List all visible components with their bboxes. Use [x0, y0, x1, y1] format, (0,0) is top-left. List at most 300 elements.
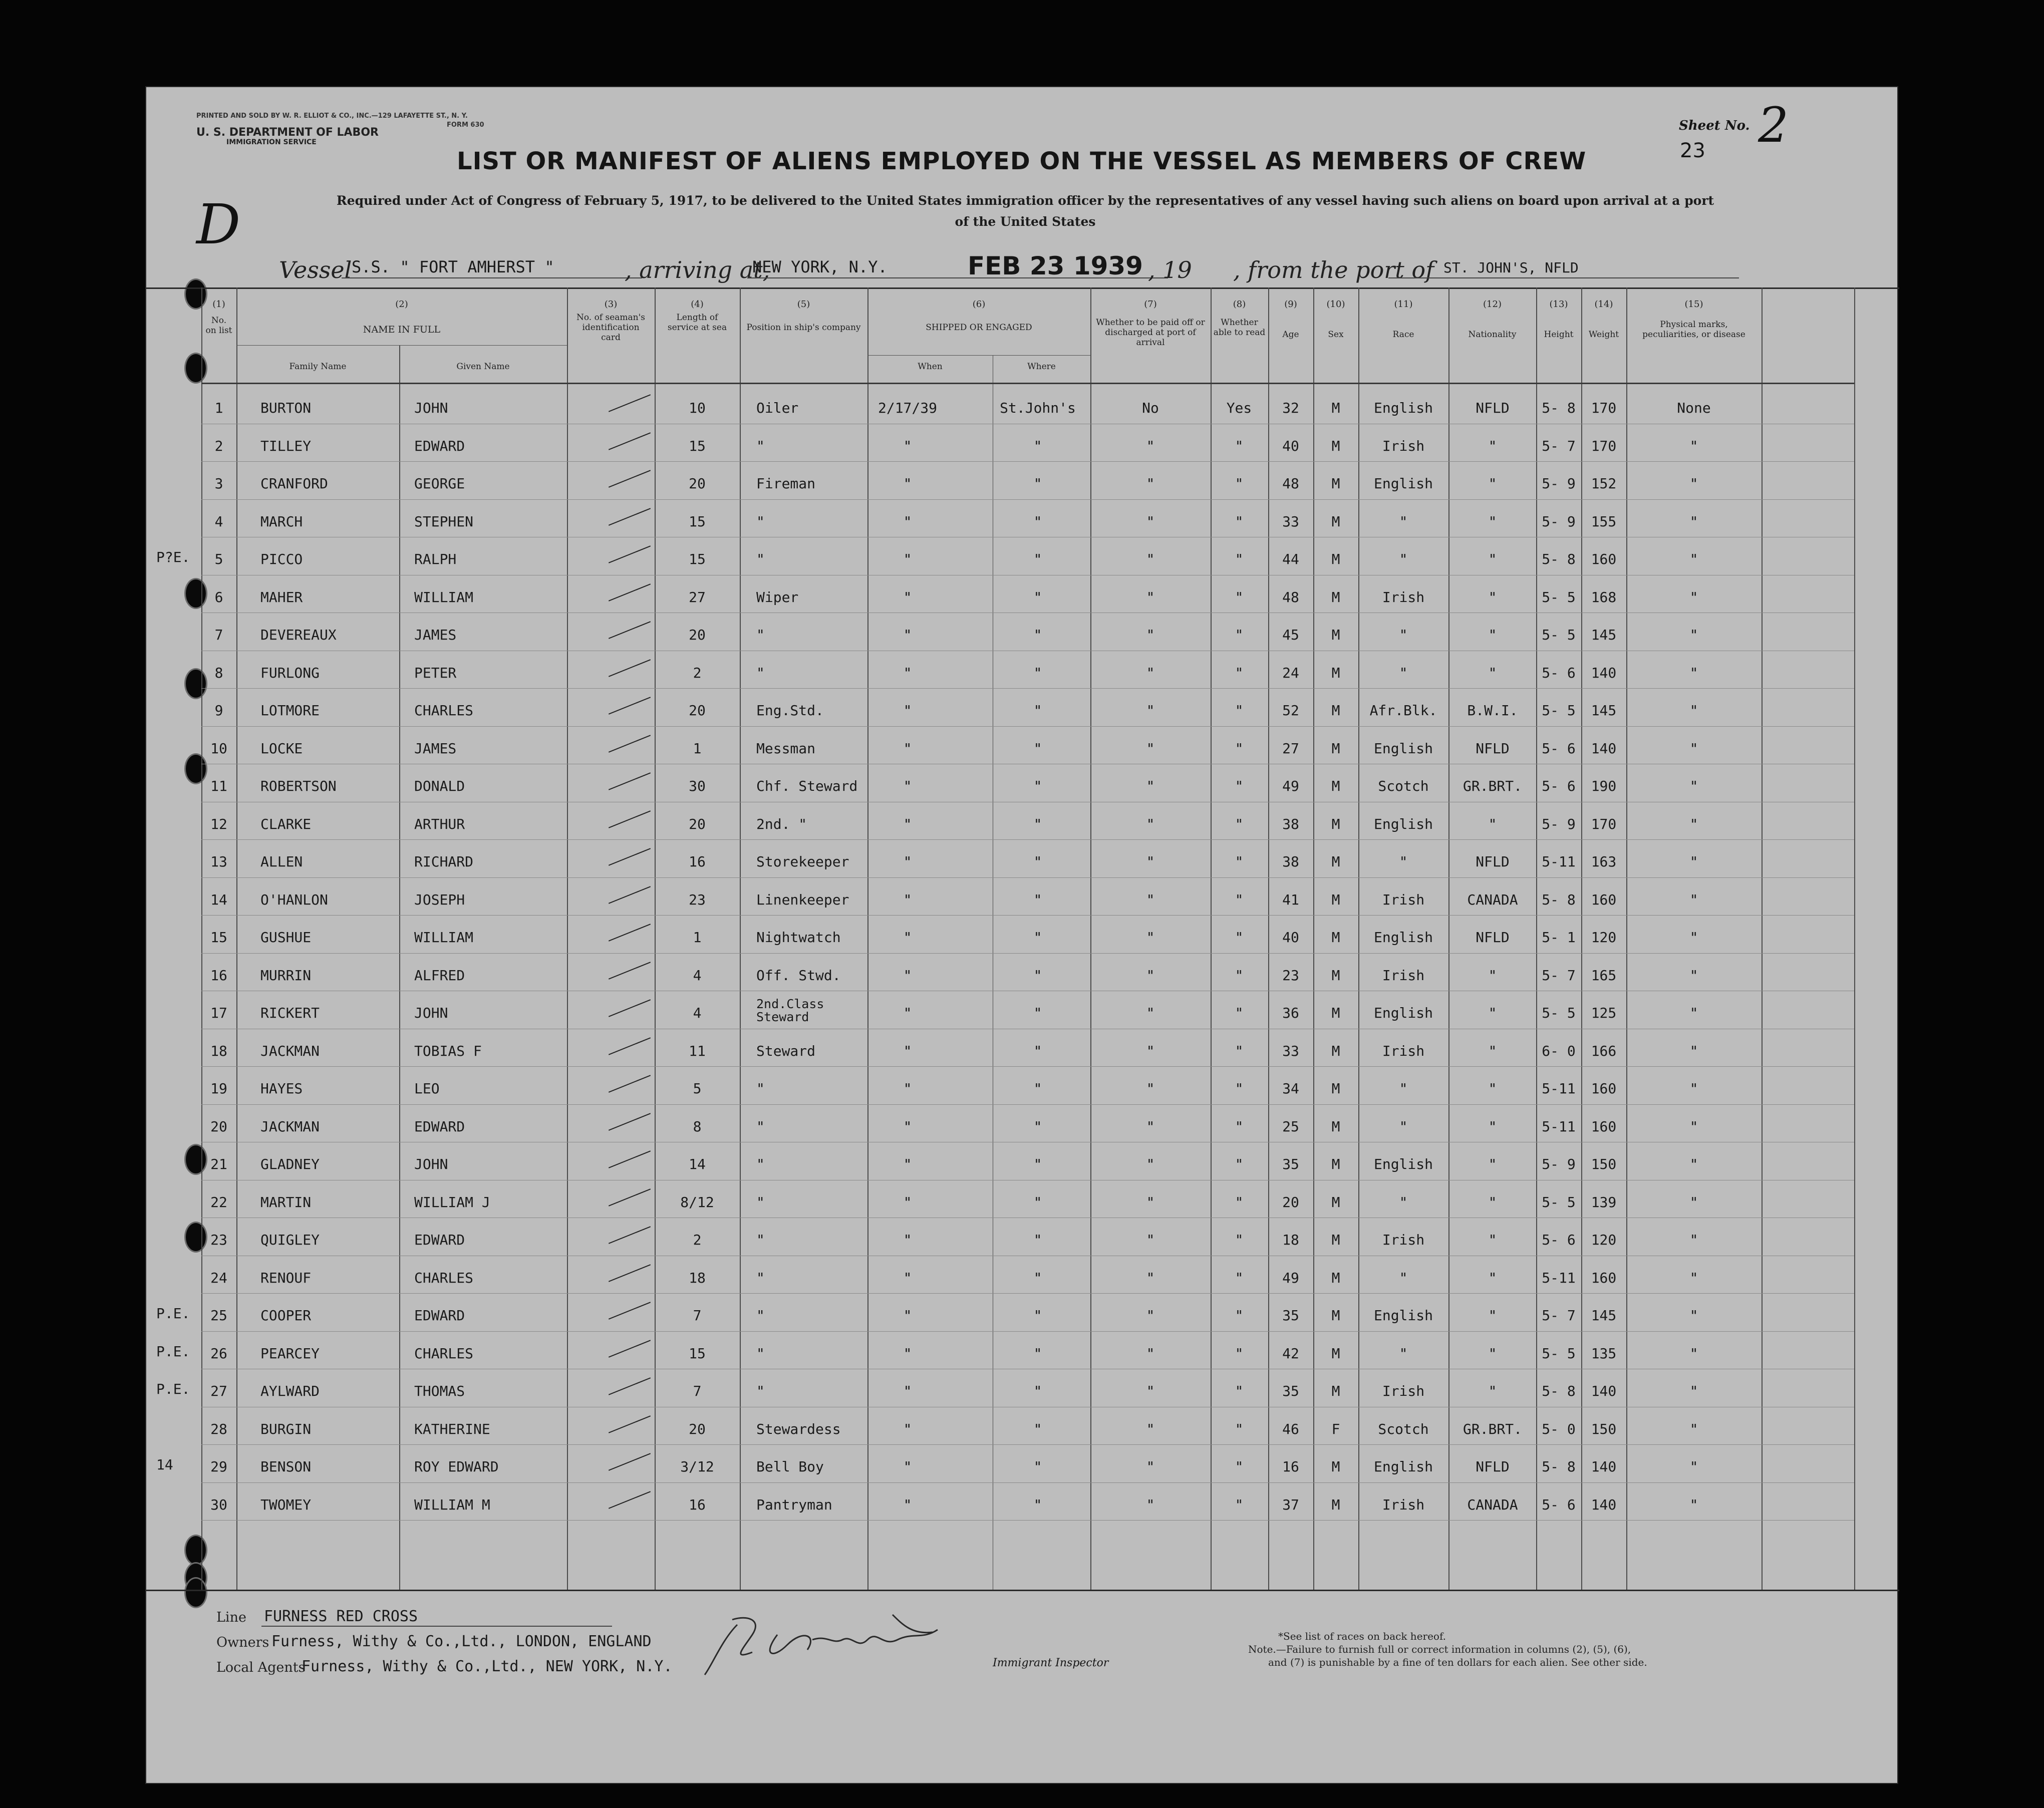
nationality: ": [1488, 437, 1497, 454]
shipped-when: ": [903, 778, 912, 794]
nationality: ": [1488, 1005, 1497, 1021]
race: ": [1399, 664, 1408, 681]
family-name: MARTIN: [260, 1193, 312, 1211]
able-to-read: ": [1235, 815, 1244, 832]
table-row: [146, 1371, 1899, 1409]
shipped-when: ": [903, 853, 912, 870]
weight: 135: [1591, 1345, 1617, 1362]
check-tick: [609, 1264, 651, 1282]
shipped-when: ": [903, 1042, 912, 1059]
position: Eng.Std.: [756, 702, 824, 719]
check-tick: [609, 1453, 651, 1471]
given-name: EDWARD: [414, 437, 465, 454]
family-name: RICKERT: [260, 1005, 320, 1021]
position: ": [756, 551, 765, 567]
check-tick: [609, 848, 651, 866]
manifest-sheet: [145, 86, 1898, 1784]
check-tick: [609, 470, 651, 488]
arriving-label: , arriving at,: [625, 256, 770, 283]
height: 5- 7: [1542, 967, 1576, 984]
service-length: 3/12: [680, 1458, 714, 1475]
table-row: [146, 1031, 1899, 1069]
row-number: 3: [214, 475, 223, 492]
line-value: FURNESS RED CROSS: [264, 1608, 418, 1625]
shipped-where: ": [1033, 1193, 1042, 1211]
weight: 155: [1591, 513, 1617, 530]
paid-off: ": [1146, 1383, 1155, 1399]
sex: M: [1331, 1042, 1340, 1059]
family-name: DEVEREAUX: [260, 627, 337, 643]
paid-off: ": [1146, 1269, 1155, 1286]
shipped-where: ": [1033, 1496, 1042, 1513]
race: ": [1399, 1080, 1408, 1097]
service-length: 23: [689, 891, 706, 908]
given-name: JAMES: [414, 627, 457, 643]
race: Scotch: [1378, 1420, 1429, 1437]
able-to-read: ": [1235, 1345, 1244, 1362]
table-row: [146, 917, 1899, 955]
col-8-header: Whether able to read: [1213, 318, 1266, 338]
shipped-when: ": [903, 1193, 912, 1211]
sex: M: [1331, 1496, 1340, 1513]
row-number: 4: [214, 513, 223, 530]
physical-marks: ": [1689, 1005, 1698, 1021]
height: 5- 1: [1542, 929, 1576, 946]
service-length: 11: [689, 1042, 706, 1059]
height: 5- 5: [1542, 1193, 1576, 1211]
able-to-read: ": [1235, 1118, 1244, 1135]
weight: 170: [1591, 400, 1617, 416]
nationality: NFLD: [1476, 400, 1510, 416]
weight: 165: [1591, 967, 1617, 984]
position: ": [756, 1345, 765, 1362]
row-number: 5: [214, 551, 223, 567]
age: 48: [1282, 475, 1299, 492]
shipped-when: ": [903, 891, 912, 908]
margin-mark: P?E.: [156, 549, 190, 565]
nationality: B.W.I.: [1467, 702, 1518, 719]
table-row: [146, 1068, 1899, 1106]
row-number: 24: [210, 1269, 227, 1286]
col-6-number: (6): [972, 299, 986, 310]
able-to-read: ": [1235, 1156, 1244, 1172]
height: 5- 6: [1542, 1232, 1576, 1248]
shipped-where: ": [1033, 627, 1042, 643]
paid-off: ": [1146, 1193, 1155, 1211]
physical-marks: ": [1689, 1118, 1698, 1135]
paid-off: ": [1146, 1042, 1155, 1059]
shipped-where: ": [1033, 929, 1042, 946]
weight: 140: [1591, 664, 1617, 681]
able-to-read: ": [1235, 853, 1244, 870]
nationality: GR.BRT.: [1463, 1420, 1522, 1437]
row-number: 17: [210, 1005, 227, 1021]
race: English: [1373, 1307, 1433, 1324]
row-number: 11: [210, 778, 227, 794]
weight: 150: [1591, 1420, 1617, 1437]
family-name: HAYES: [260, 1080, 303, 1097]
printer-imprint: PRINTED AND SOLD BY W. R. ELLIOT & CO., INC.—129 LAFAYETTE ST., N. Y.: [196, 112, 468, 120]
row-number: 6: [214, 588, 223, 606]
family-name: MURRIN: [260, 967, 312, 984]
physical-marks: ": [1689, 1269, 1698, 1286]
sex: M: [1331, 588, 1340, 606]
paid-off: ": [1146, 929, 1155, 946]
physical-marks: ": [1689, 664, 1698, 681]
row-number: 21: [210, 1156, 227, 1172]
service-length: 2: [693, 1232, 702, 1248]
shipped-where: ": [1033, 475, 1042, 492]
family-name: CLARKE: [260, 815, 312, 832]
height: 5- 5: [1542, 627, 1576, 643]
race: ": [1399, 627, 1408, 643]
race: ": [1399, 551, 1408, 567]
age: 40: [1282, 929, 1299, 946]
service-length: 7: [693, 1383, 702, 1399]
family-name: ROBERTSON: [260, 778, 337, 794]
row-number: 22: [210, 1193, 227, 1211]
paid-off: ": [1146, 588, 1155, 606]
table-row: [146, 1144, 1899, 1182]
given-name: GEORGE: [414, 475, 465, 492]
shipped-where: ": [1033, 740, 1042, 757]
table-row: [146, 1258, 1899, 1296]
sex: M: [1331, 778, 1340, 794]
given-name: DONALD: [414, 778, 465, 794]
race: Irish: [1382, 1232, 1425, 1248]
height: 5- 6: [1542, 664, 1576, 681]
sex: M: [1331, 664, 1340, 681]
row-number: 18: [210, 1042, 227, 1059]
given-name: ROY EDWARD: [414, 1458, 499, 1475]
given-name: PETER: [414, 664, 457, 681]
sex: M: [1331, 1005, 1340, 1021]
able-to-read: ": [1235, 778, 1244, 794]
age: 16: [1282, 1458, 1299, 1475]
race: Irish: [1382, 891, 1425, 908]
col-6a-header: When: [918, 362, 943, 372]
race: English: [1373, 400, 1433, 416]
race: English: [1373, 740, 1433, 757]
col-10-number: (10): [1326, 299, 1345, 310]
physical-marks: ": [1689, 1193, 1698, 1211]
sex: M: [1331, 1458, 1340, 1475]
subtitle-line-2: of the United States: [955, 214, 1096, 229]
height: 5-11: [1542, 853, 1576, 870]
age: 18: [1282, 1232, 1299, 1248]
able-to-read: ": [1235, 664, 1244, 681]
weight: 160: [1591, 1269, 1617, 1286]
family-name: O'HANLON: [260, 891, 328, 908]
form-number: FORM 630: [447, 121, 484, 129]
nationality: ": [1488, 1156, 1497, 1172]
check-tick: [609, 621, 651, 639]
position: ": [756, 627, 765, 643]
family-name: FURLONG: [260, 664, 320, 681]
weight: 170: [1591, 815, 1617, 832]
shipped-when: ": [903, 740, 912, 757]
row-number: 26: [210, 1345, 227, 1362]
nationality: NFLD: [1476, 1458, 1510, 1475]
nationality: ": [1488, 1383, 1497, 1399]
race: Irish: [1382, 437, 1425, 454]
subtitle-line-1: Required under Act of Congress of February 5, 1917, to be delivered to the United States immigration officer by the representatives of any vessel having such aliens on board upon arrival at a port: [336, 193, 1714, 208]
shipped-where: ": [1033, 891, 1042, 908]
physical-marks: ": [1689, 475, 1698, 492]
nationality: NFLD: [1476, 740, 1510, 757]
paid-off: ": [1146, 1345, 1155, 1362]
position: ": [756, 1118, 765, 1135]
shipped-when: ": [903, 967, 912, 984]
table-row: [146, 388, 1899, 426]
shipped-when: ": [903, 702, 912, 719]
weight: 120: [1591, 1232, 1617, 1248]
shipped-when: ": [903, 1383, 912, 1399]
check-tick: [609, 1188, 651, 1207]
service-length: 20: [689, 475, 706, 492]
family-name: BURTON: [260, 400, 312, 416]
age: 41: [1282, 891, 1299, 908]
col-15-number: (15): [1684, 299, 1703, 310]
row-number: 2: [214, 437, 223, 454]
height: 5-11: [1542, 1118, 1576, 1135]
given-name: EDWARD: [414, 1232, 465, 1248]
position: ": [756, 1193, 765, 1211]
table-row: [146, 728, 1899, 766]
age: 23: [1282, 967, 1299, 984]
sex: M: [1331, 891, 1340, 908]
sex: M: [1331, 1345, 1340, 1362]
shipped-where: ": [1033, 588, 1042, 606]
row-number: 16: [210, 967, 227, 984]
position: Wiper: [756, 588, 799, 606]
physical-marks: ": [1689, 1496, 1698, 1513]
physical-marks: ": [1689, 1156, 1698, 1172]
nationality: ": [1488, 627, 1497, 643]
paid-off: ": [1146, 967, 1155, 984]
able-to-read: ": [1235, 437, 1244, 454]
col-13-header: Height: [1544, 330, 1574, 340]
paid-off: ": [1146, 551, 1155, 567]
age: 20: [1282, 1193, 1299, 1211]
row-number: 1: [214, 400, 223, 416]
shipped-where: ": [1033, 815, 1042, 832]
shipped-when: ": [903, 1080, 912, 1097]
shipped-where: ": [1033, 437, 1042, 454]
table-row: [146, 1295, 1899, 1333]
able-to-read: ": [1235, 1383, 1244, 1399]
given-name: ALFRED: [414, 967, 465, 984]
row-number: 27: [210, 1383, 227, 1399]
height: 5- 5: [1542, 702, 1576, 719]
physical-marks: ": [1689, 778, 1698, 794]
service-length: 30: [689, 778, 706, 794]
nationality: ": [1488, 815, 1497, 832]
weight: 190: [1591, 778, 1617, 794]
able-to-read: ": [1235, 1042, 1244, 1059]
service-length: 4: [693, 967, 702, 984]
weight: 139: [1591, 1193, 1617, 1211]
page-title: LIST OR MANIFEST OF ALIENS EMPLOYED ON THE VESSEL AS MEMBERS OF CREW: [457, 147, 1587, 175]
given-name: THOMAS: [414, 1383, 465, 1399]
position: ": [756, 1232, 765, 1248]
nationality: ": [1488, 1269, 1497, 1286]
service-length: 14: [689, 1156, 706, 1172]
age: 27: [1282, 740, 1299, 757]
nationality: ": [1488, 1345, 1497, 1362]
check-tick: [609, 1226, 651, 1244]
physical-marks: ": [1689, 929, 1698, 946]
family-name: COOPER: [260, 1307, 312, 1324]
nationality: ": [1488, 475, 1497, 492]
agents-label: Local Agents: [216, 1660, 306, 1675]
age: 42: [1282, 1345, 1299, 1362]
col-8-number: (8): [1233, 299, 1246, 310]
shipped-when: ": [903, 551, 912, 567]
able-to-read: ": [1235, 1420, 1244, 1437]
physical-marks: ": [1689, 627, 1698, 643]
weight: 163: [1591, 853, 1617, 870]
row-number: 14: [210, 891, 227, 908]
family-name: RENOUF: [260, 1269, 312, 1286]
col-7-number: (7): [1144, 299, 1157, 310]
penalty-note-2: and (7) is punishable by a fine of ten dollars for each alien. See other side.: [1268, 1656, 1647, 1668]
owners-label: Owners: [216, 1635, 269, 1650]
inspector-signature: [702, 1605, 963, 1680]
position: Stewardess: [756, 1420, 841, 1437]
table-row: [146, 1484, 1899, 1523]
age: 40: [1282, 437, 1299, 454]
position: ": [756, 513, 765, 530]
sex: M: [1331, 551, 1340, 567]
position: Pantryman: [756, 1496, 832, 1513]
sex: M: [1331, 400, 1340, 416]
sex: M: [1331, 967, 1340, 984]
physical-marks: ": [1689, 1345, 1698, 1362]
weight: 120: [1591, 929, 1617, 946]
family-name: LOTMORE: [260, 702, 320, 719]
given-name: WILLIAM: [414, 588, 474, 606]
shipped-when: ": [903, 1345, 912, 1362]
corner-mark: D: [196, 192, 241, 256]
row-number: 25: [210, 1307, 227, 1324]
shipped-where: ": [1033, 1080, 1042, 1097]
weight: 140: [1591, 1458, 1617, 1475]
paid-off: ": [1146, 1496, 1155, 1513]
able-to-read: ": [1235, 1496, 1244, 1513]
col-9-number: (9): [1284, 299, 1297, 310]
vessel-name: S.S. " FORT AMHERST ": [352, 257, 554, 276]
able-to-read: ": [1235, 513, 1244, 530]
race: Scotch: [1378, 778, 1429, 794]
shipped-when: ": [903, 815, 912, 832]
family-name: GLADNEY: [260, 1156, 320, 1172]
nationality: ": [1488, 1307, 1497, 1324]
service-length: 16: [689, 853, 706, 870]
row-number: 30: [210, 1496, 227, 1513]
page-subtitle: [246, 190, 1804, 232]
given-name: ARTHUR: [414, 815, 465, 832]
service-length: 20: [689, 815, 706, 832]
service-length: 8/12: [680, 1193, 714, 1211]
sex: M: [1331, 1269, 1340, 1286]
service-length: 4: [693, 1005, 702, 1021]
table-row: [146, 615, 1899, 653]
paid-off: ": [1146, 1118, 1155, 1135]
sex: M: [1331, 1080, 1340, 1097]
col-1-header: No. on list: [205, 316, 232, 336]
col-1-number: (1): [212, 299, 225, 310]
col-4-header: Length of service at sea: [667, 313, 727, 333]
col-10-header: Sex: [1328, 330, 1344, 340]
col-9-header: Age: [1282, 330, 1299, 340]
row-number: 10: [210, 740, 227, 757]
physical-marks: ": [1689, 551, 1698, 567]
given-name: JOHN: [414, 1005, 448, 1021]
row-number: 13: [210, 853, 227, 870]
family-name: BENSON: [260, 1458, 312, 1475]
races-note: *See list of races on back hereof.: [1278, 1630, 1446, 1642]
agents-value: Furness, Withy & Co.,Ltd., NEW YORK, N.Y.: [302, 1658, 673, 1675]
date-stamp: FEB 23 1939: [968, 251, 1143, 280]
race: ": [1399, 1269, 1408, 1286]
given-name: WILLIAM M: [414, 1496, 490, 1513]
height: 5- 0: [1542, 1420, 1576, 1437]
col-14-number: (14): [1594, 299, 1613, 310]
nationality: ": [1488, 1193, 1497, 1211]
service-length: 15: [689, 551, 706, 567]
shipped-when: ": [903, 1118, 912, 1135]
col-3-header: No. of seaman's identification card: [576, 313, 646, 343]
height: 6- 0: [1542, 1042, 1576, 1059]
given-name: JAMES: [414, 740, 457, 757]
position: ": [756, 1307, 765, 1324]
from-port: ST. JOHN'S, NFLD: [1443, 259, 1579, 276]
nationality: CANADA: [1467, 891, 1518, 908]
height: 5- 5: [1542, 1005, 1576, 1021]
given-name: JOHN: [414, 1156, 448, 1172]
shipped-when: ": [903, 1307, 912, 1324]
weight: 145: [1591, 702, 1617, 719]
height: 5- 6: [1542, 740, 1576, 757]
race: ": [1399, 1118, 1408, 1135]
physical-marks: ": [1689, 702, 1698, 719]
age: 46: [1282, 1420, 1299, 1437]
physical-marks: ": [1689, 1307, 1698, 1324]
col-6b-header: Where: [1027, 362, 1056, 372]
shipped-when: ": [903, 1156, 912, 1172]
given-name: CHARLES: [414, 1269, 474, 1286]
paid-off: ": [1146, 664, 1155, 681]
physical-marks: ": [1689, 1458, 1698, 1475]
table-row: [146, 501, 1899, 539]
sex: M: [1331, 702, 1340, 719]
nationality: ": [1488, 1080, 1497, 1097]
margin-mark: 14: [156, 1456, 173, 1473]
position: ": [756, 1383, 765, 1399]
weight: 150: [1591, 1156, 1617, 1172]
position: Messman: [756, 740, 816, 757]
height: 5- 9: [1542, 475, 1576, 492]
col-5-number: (5): [797, 299, 810, 310]
shipped-where: ": [1033, 1005, 1042, 1021]
vessel-label: Vessel: [279, 256, 352, 283]
given-name: TOBIAS F: [414, 1042, 482, 1059]
table-row: [146, 955, 1899, 993]
height: 5- 8: [1542, 1383, 1576, 1399]
table-row: [146, 539, 1899, 577]
family-name: JACKMAN: [260, 1042, 320, 1059]
